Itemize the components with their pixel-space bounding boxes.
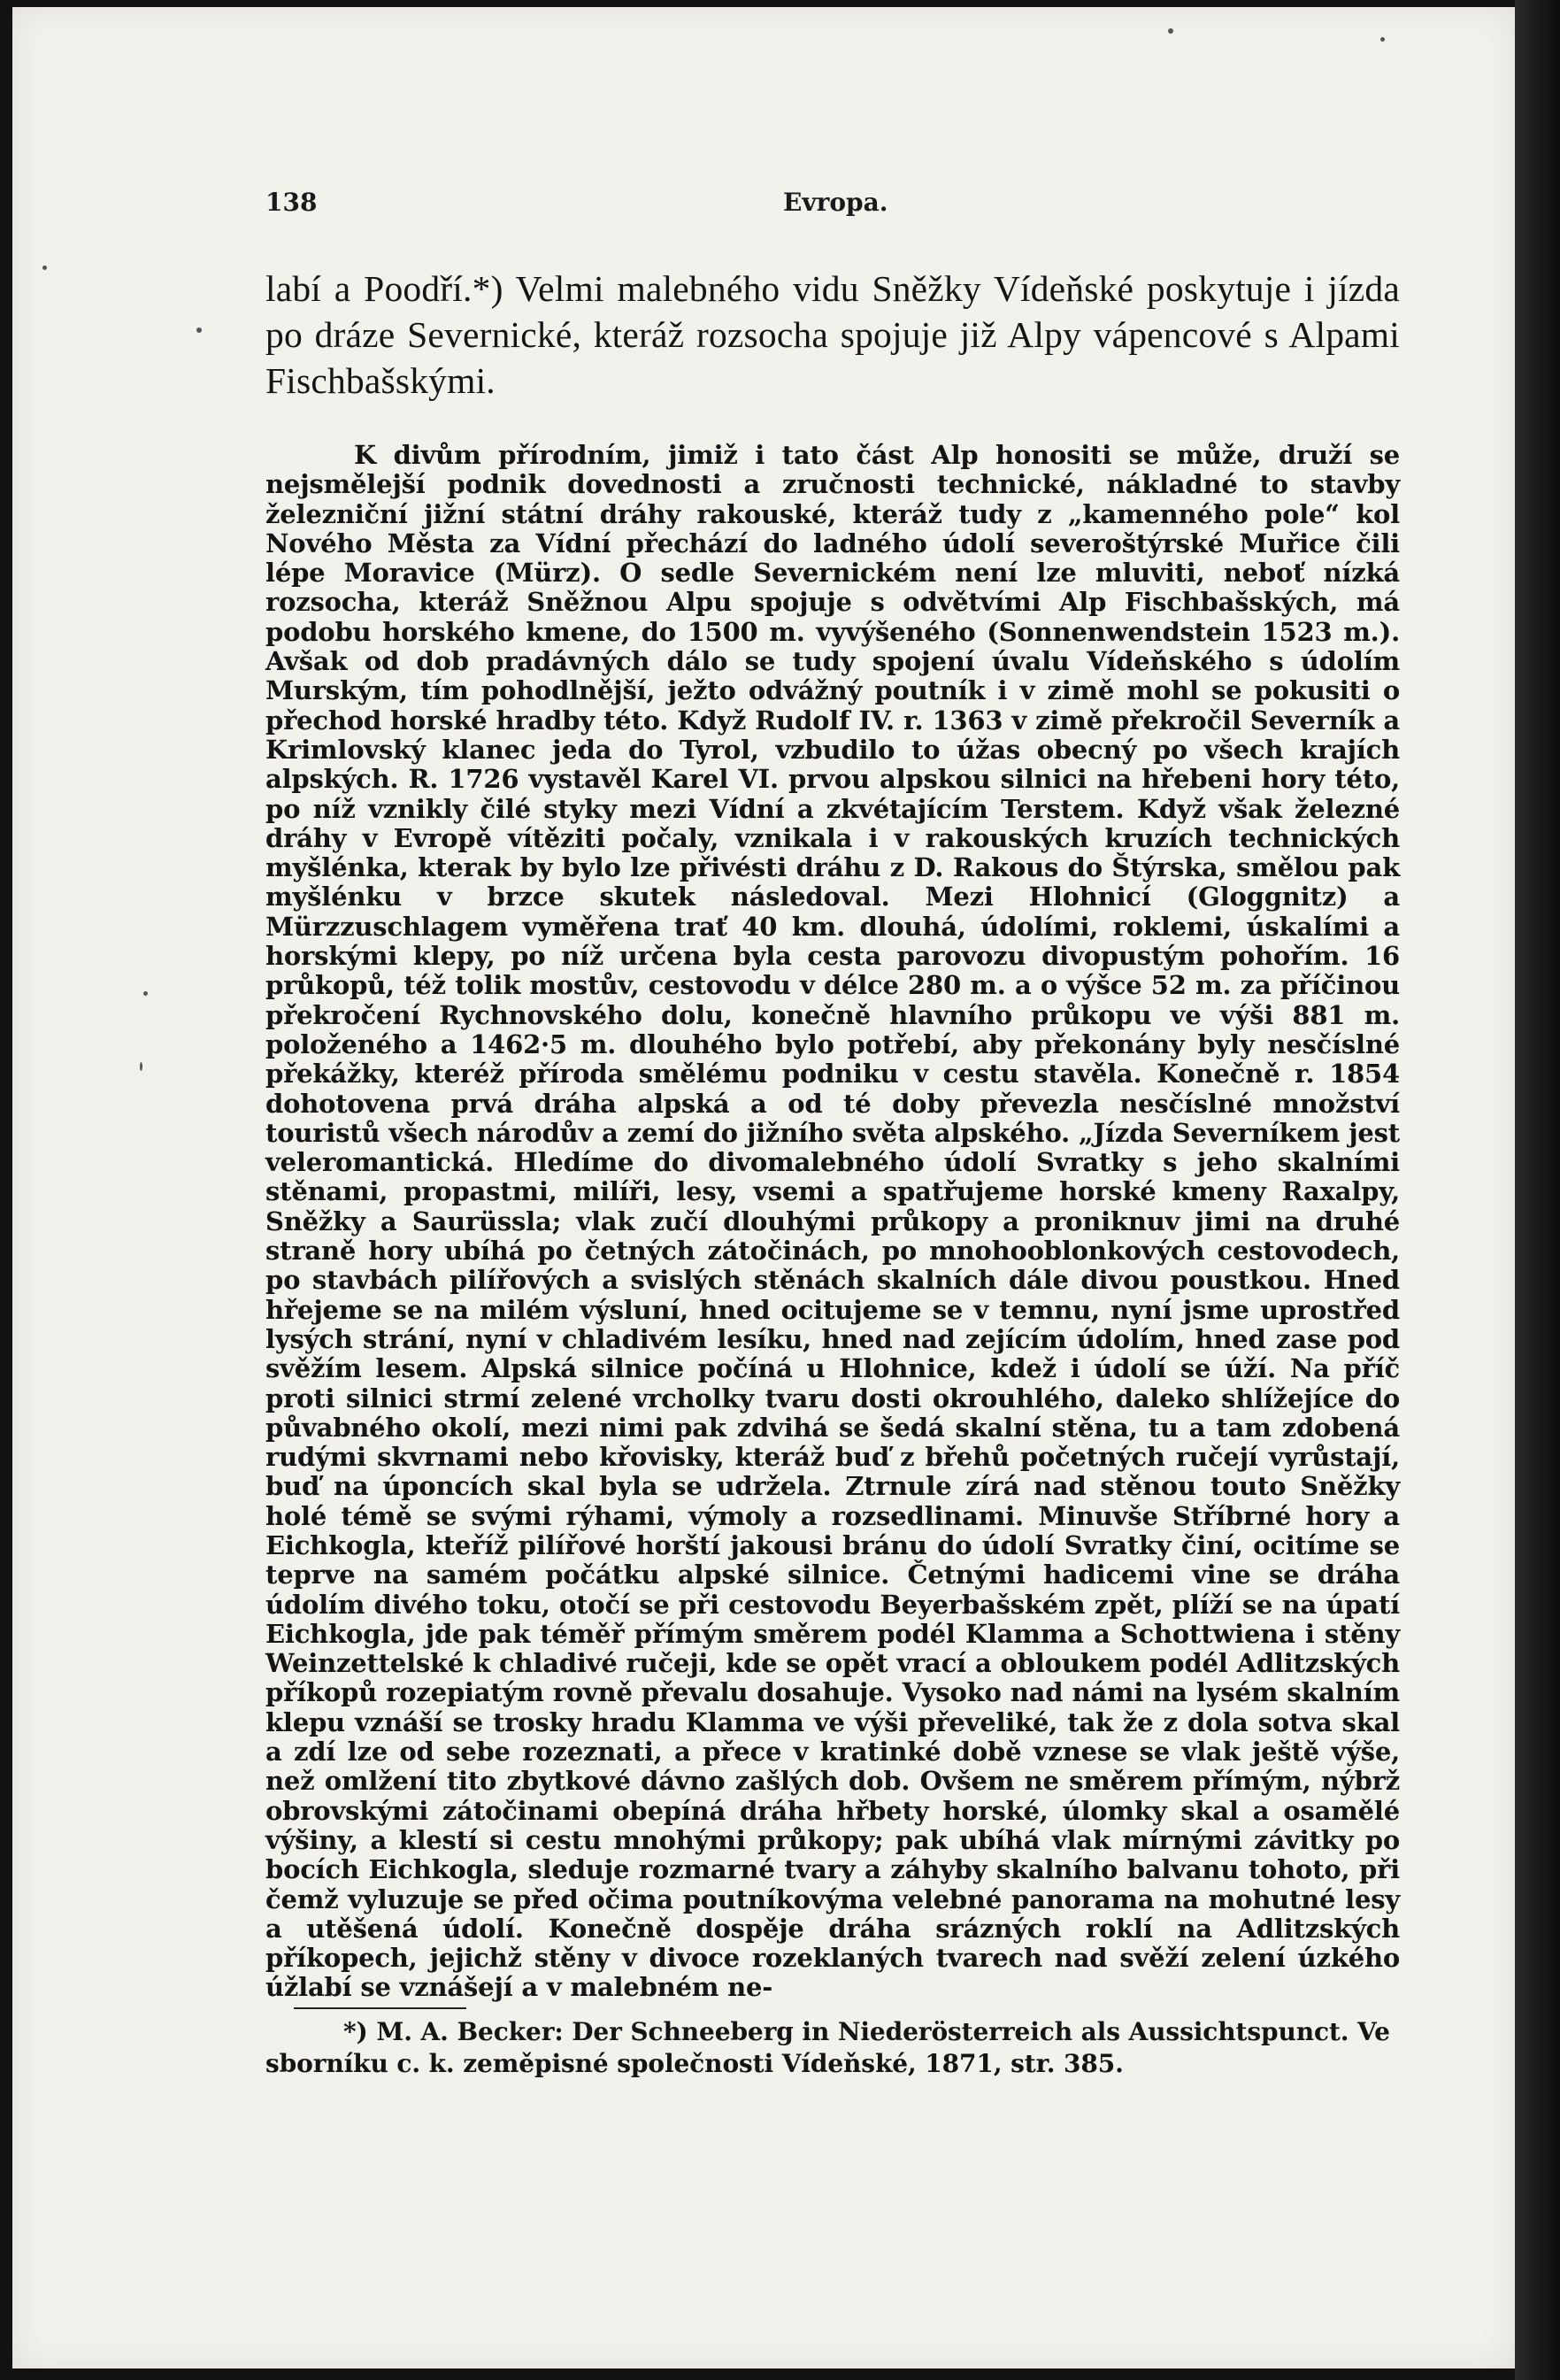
page-header — [265, 188, 1400, 223]
scan-speck — [1380, 37, 1385, 42]
running-title: Evropa. — [783, 188, 888, 217]
body-paragraph: K divům přírodním, jimiž i tato část Alp honositi se může, druží se nejsmělejší podnik dovednosti a zručnosti technické, nákladné to stavby železniční jižní státní dráhy rakouské, kteráž tudy z „kamenného pole“ kol Nového Města za Vídní přechází do ladného údolí severoštýrské Muřice čili lépe Moravice (Mürz). O sedle Severnickém není lze mluviti, neboť nízká rozsocha, kteráž Sněžnou Alpu spojuje s odvětvími Alp Fischbašských, má podobu horského kmene, do 1500 m. vyvýšeného (Sonnenwendstein 1523 m.). Avšak od dob pradávných dálo se tudy spojení úvalu Vídeňského s údolím Murským, tím pohodlnější, ježto odvážný poutník i v zimě mohl se pokusiti o přechod horské hradby této. Když Rudolf IV. r. 1363 v zimě překročil Severník a Krimlovský klanec jeda do Tyrol, vzbudilo to úžas obecný po všech krajích alpských. R. 1726 vystavěl Karel VI. prvou alpskou silnici na hřebeni hory této, po níž vznikly čilé styky mezi Vídní a zkvétajícím Terstem. Když však železné dráhy v Evropě vítěziti počaly, vznikala i v rakouských kruzích technických myšlénka, kterak by bylo lze přivésti dráhu z D. Rakous do Štýrska, smělou pak myšlénku v brzce skutek následoval. Mezi Hlohnicí (Gloggnitz) a Mürzzuschlagem vyměřena trať 40 km. dlouhá, údolími, roklemi, úskalími a horskými klepy, po níž určena byla cesta parovozu divopustým pohořím. 16 průkopů, též tolik mostův, cestovodu v délce 280 m. a o výšce 52 m. za příčinou překročení Rychnovského dolu, konečně hlavního průkopu ve výši 881 m. položeného a 1462·5 m. dlouhého bylo potřebí, aby překonány byly nesčíslné překážky, kteréž příroda smělému podniku v cestu stavěla. Konečně r. 1854 dohotovena prvá dráha alpská a od té doby převezla nesčíslné množství touristů všech národův a zemí do jižního světa alpského. „Jízda Severníkem jest veleromantická. Hledíme do divomalebného údolí Svratky s jeho skalními stěnami, propastmi, milíři, lesy, vsemi a spatřujeme horské kmeny Raxalpy, Sněžky a Saurüssla; vlak zučí dlouhými průkopy a proniknuv jimi na druhé straně hory ubíhá po četných zátočinách, po mnohooblonkových cestovodech, po stavbách pilířových a svislých stěnách skalních dále divou poustkou. Hned hřejeme se na milém výsluní, hned ocitujeme se v temnu, nyní jsme uprostřed lysých strání, nyní v chladivém lesíku, hned nad zejícím údolím, hned zase pod svěžím lesem. Alpská silnice počíná u Hlohnice, kdež i údolí se úží. Na příč proti silnici strmí zelené vrcholky tvaru dosti okrouhlého, daleko shlížejíce do půvabného okolí, mezi nimi pak zdvihá se šedá skalní stěna, tu a tam zdobená rudými skvrnami nebo křovisky, kteráž buď z břehů početných ručejí vyrůstají, buď na úponcích skal byla se udržela. Ztrnule zírá nad stěnou touto Sněžky holé témě se svými rýhami, výmoly a rozsedlinami. Minuvše Stříbrné hory a Eichkogla, kteříž pilířové horští jakousi bránu do údolí Svratky činí, ocitíme se teprve na samém počátku alpské silnice. Četnými hadicemi vine se dráha údolím divého toku, otočí se při cestovodu Beyerbašském zpět, plíží se na úpatí Eichkogla, jde pak téměř přímým směrem podél Klamma a Schottwiena i stěny Weinzettelské k chladivé ručeji, kde se opět vrací a obloukem podél Adlitzských příkopů rozepiatým rovně převalu dosahuje. Vysoko nad námi na lysém skalním klepu vznáší se trosky hradu Klamma ve výši převeliké, tak že z dola sotva skal a zdí lze od sebe rozeznati, a přece v kratinké době vznese se vlak ještě výše, než omlžení tito zbytkové dávno zašlých dob. Ovšem ne směrem přímým, nýbrž obrovskými zátočinami obepíná dráha hřbety horské, úlomky skal a osamělé výšiny, a klestí si cestu mnohými průkopy; pak ubíhá vlak mírnými závitky po bocích Eichkogla, sleduje rozmarné tvary a záhyby skalního balvanu tohoto, při čemž vyluzuje se před očima poutníkovýma velebné panorama na mohutné lesy a utěšená údolí. Konečně dospěje dráha srázných roklí na Adlitzských příkopech, jejichž stěny v divoce rozeklaných tvarech nad svěží zelení úzkého úžlabí se vznášejí a v malebném ne- — [265, 440, 1400, 2003]
footnote: *) M. A. Becker: Der Schneeberg in Niederösterreich als Aussichtspunct. Ve sborníku c. k. zeměpisné společnosti Vídeňské, 1871, str. 385. — [265, 2017, 1390, 2078]
page-edge-shadow — [1515, 0, 1560, 2380]
page-number: 138 — [265, 188, 318, 217]
scan-speck — [140, 1062, 142, 1071]
scan-speck — [1168, 28, 1173, 34]
footnote-separator — [294, 2007, 466, 2009]
scan-speck — [196, 327, 202, 333]
lead-paragraph: labí a Poodří.*) Velmi malebného vidu Sněžky Vídeňské poskytuje i jízda po dráze Severnické, kteráž rozsocha spojuje již Alpy vápencové s Alpami Fischbašskými. — [265, 268, 1400, 401]
scan-speck — [42, 266, 47, 270]
scan-speck — [143, 991, 148, 996]
